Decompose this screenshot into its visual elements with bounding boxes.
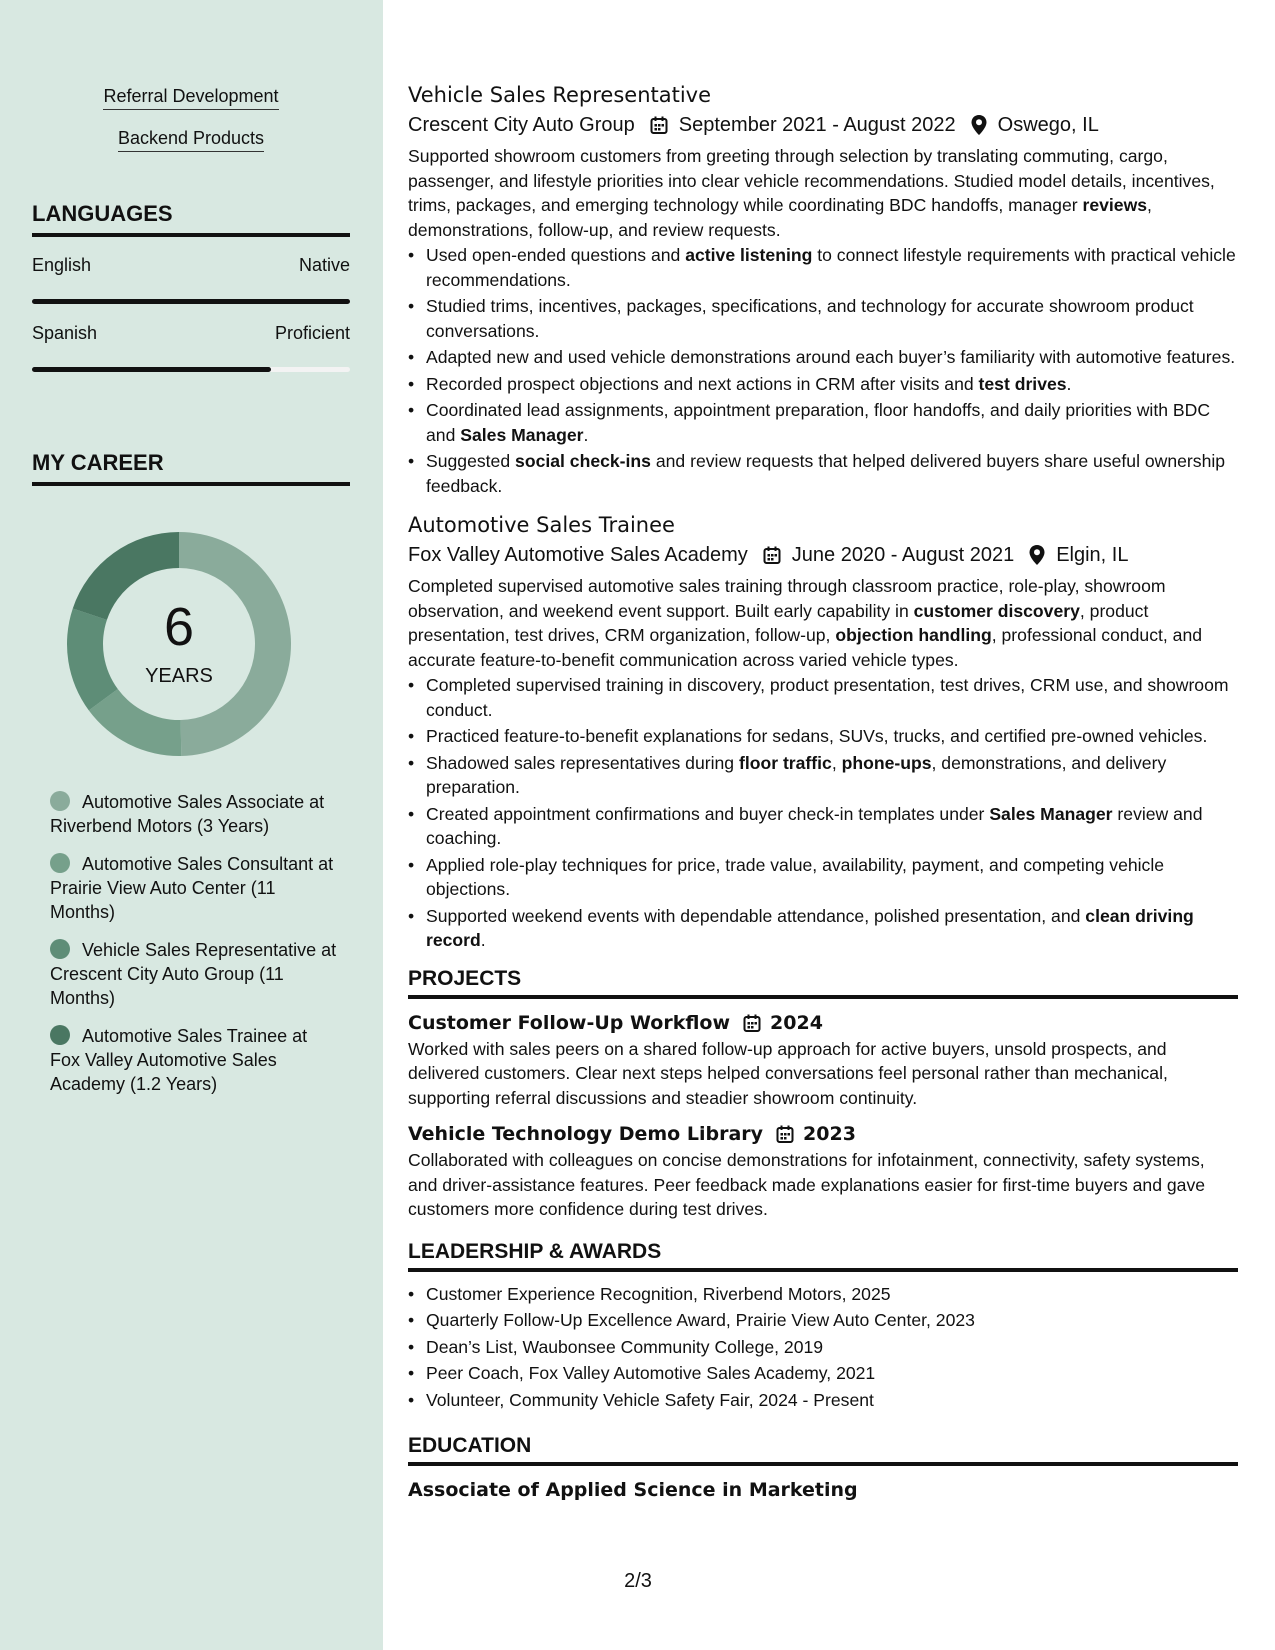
resume-body (408, 80, 1238, 1504)
job-company: Fox Valley Automotive Sales Academy (408, 544, 748, 566)
project-entry (408, 1120, 1238, 1222)
education-degree: Associate of Applied Science in Marketing (408, 1479, 858, 1501)
award-item: • Dean’s List, Waubonsee Community College, 2019 (408, 1335, 1238, 1360)
job-dates: June 2020 - August 2021 (791, 544, 1015, 566)
job-bullet: • Used open-ended questions and active listening to connect lifestyle requirements with practical vehicle recommendations. (408, 243, 1238, 292)
job-bullet: • Suggested social check-ins and review requests that helped delivered buyers share useful ownership feedback. (408, 449, 1238, 498)
project-title-row (408, 1120, 1238, 1148)
skill-item: Referral Development (103, 86, 278, 110)
location-pin-icon (970, 114, 988, 136)
page-number: 2/3 (624, 1570, 652, 1592)
project-title: Customer Follow-Up Workflow (408, 1011, 731, 1034)
job-bullet: • Studied trims, incentives, packages, specifications, and technology for accurate showroom product conversations. (408, 294, 1238, 343)
job-summary: Supported showroom customers from greeting through selection by translating commuting, cargo, passenger, and lifestyle priorities into clear vehicle recommendations. Studied model details, incentives, trims, packages, and emerging technology while coordinating BDC handoffs, manager reviews, demonstrations, follow-up, and review requests. (408, 146, 1215, 240)
award-item: • Quarterly Follow-Up Excellence Award, Prairie View Auto Center, 2023 (408, 1308, 1238, 1333)
education-heading: EDUCATION (408, 1434, 1238, 1466)
career-legend-item (50, 1024, 340, 1096)
language-row (32, 323, 350, 344)
career-heading: MY CAREER (32, 450, 350, 486)
project-title: Vehicle Technology Demo Library (408, 1123, 764, 1145)
career-legend-text: Automotive Sales Consultant at Prairie View Auto Center (11 Months) (50, 854, 334, 922)
career-legend-item (50, 790, 340, 838)
project-year: 2024 (770, 1011, 823, 1034)
job-bullet: • Applied role-play techniques for price, trade value, availability, payment, and competing vehicle objections. (408, 853, 1238, 902)
career-total-number: 6 (163, 597, 195, 657)
job-summary: Completed supervised automotive sales training through classroom practice, role-play, showroom observation, and weekend event support. Built early capability in customer discovery, product presentation, test drives, CRM organization, follow-up, objection handling, professional conduct, and accurate feature-to-benefit communication across varied vehicle types. (408, 576, 1203, 670)
main-content (383, 0, 1275, 1650)
job-entry (408, 80, 1238, 498)
job-bullet: • Created appointment confirmations and buyer check-in templates under Sales Manager review and coaching. (408, 802, 1238, 851)
language-row (32, 255, 350, 276)
project-title-row (408, 1009, 1238, 1037)
career-legend-text: Vehicle Sales Representative at Crescent City Auto Group (11 Months) (50, 940, 337, 1008)
skill-item: Backend Products (118, 128, 264, 152)
projects-list (408, 1009, 1238, 1222)
awards-list (408, 1282, 1238, 1413)
project-description: Worked with sales peers on a shared follow-up approach for active buyers, unsold prospects, and delivered customers. Clear next steps helped conversations feel personal rather than mechanical, supporting referral discussions and steadier showroom continuity. (408, 1038, 1168, 1108)
location-pin-icon (1028, 544, 1046, 566)
job-title: Automotive Sales Trainee (408, 513, 675, 537)
projects-heading: PROJECTS (408, 967, 1238, 999)
job-title: Vehicle Sales Representative (408, 83, 712, 107)
job-bullets (408, 243, 1238, 498)
languages-heading: LANGUAGES (32, 201, 350, 237)
job-company: Crescent City Auto Group (408, 114, 635, 136)
legend-dot (50, 1025, 70, 1045)
language-level: Native (298, 255, 350, 275)
job-location: Oswego, IL (997, 114, 1099, 136)
career-legend-text: Automotive Sales Associate at Riverbend Motors (3 Years) (50, 792, 325, 836)
job-bullet: • Completed supervised training in discovery, product presentation, test drives, CRM use, and showroom conduct. (408, 673, 1238, 722)
language-bar (32, 367, 350, 372)
career-legend (50, 790, 340, 1110)
language-level: Proficient (274, 323, 350, 343)
calendar-icon (762, 545, 782, 565)
language-bar-fill (32, 299, 350, 304)
job-bullet: • Recorded prospect objections and next actions in CRM after visits and test drives. (408, 372, 1238, 397)
project-entry (408, 1009, 1238, 1111)
job-bullet: • Practiced feature-to-benefit explanations for sedans, SUVs, trucks, and certified pre-owned vehicles. (408, 724, 1238, 749)
job-bullet: • Shadowed sales representatives during floor traffic, phone-ups, demonstrations, and delivery preparation. (408, 751, 1238, 800)
career-legend-item (50, 852, 340, 924)
legend-dot (50, 791, 70, 811)
sidebar (0, 0, 383, 1650)
skill-list (32, 86, 350, 170)
career-total-unit: YEARS (145, 665, 213, 687)
job-bullet: • Supported weekend events with dependable attendance, polished presentation, and clean driving record. (408, 904, 1238, 953)
awards-heading: LEADERSHIP & AWARDS (408, 1240, 1238, 1272)
job-meta (408, 110, 1238, 140)
calendar-icon (649, 115, 669, 135)
language-bar (32, 299, 350, 304)
project-description: Collaborated with colleagues on concise demonstrations for infotainment, connectivity, safety systems, and driver-assistance features. Peer feedback made explanations easier for first-time buyers and gave customers more confidence during test drives. (408, 1150, 1206, 1219)
language-bar-fill (32, 367, 271, 372)
job-bullets (408, 673, 1238, 953)
language-name: Spanish (32, 323, 98, 343)
job-bullet: • Coordinated lead assignments, appointment preparation, floor handoffs, and daily priorities with BDC and Sales Manager. (408, 398, 1238, 447)
award-item: • Customer Experience Recognition, Riverbend Motors, 2025 (408, 1282, 1238, 1307)
calendar-icon (742, 1013, 762, 1033)
language-name: English (32, 255, 92, 275)
career-legend-text: Automotive Sales Trainee at Fox Valley Automotive Sales Academy (1.2 Years) (50, 1026, 308, 1094)
legend-dot (50, 939, 70, 959)
job-meta (408, 540, 1238, 570)
job-bullet: • Adapted new and used vehicle demonstrations around each buyer’s familiarity with automotive features. (408, 345, 1238, 370)
job-location: Elgin, IL (1056, 544, 1129, 566)
calendar-icon (775, 1124, 795, 1144)
award-item: • Peer Coach, Fox Valley Automotive Sales Academy, 2021 (408, 1361, 1238, 1386)
project-year: 2023 (803, 1123, 856, 1145)
job-entry (408, 510, 1238, 953)
job-dates: September 2021 - August 2022 (678, 114, 956, 136)
legend-dot (50, 853, 70, 873)
experience-list (408, 80, 1238, 953)
award-item: • Volunteer, Community Vehicle Safety Fair, 2024 - Present (408, 1388, 1238, 1413)
career-legend-item (50, 938, 340, 1010)
